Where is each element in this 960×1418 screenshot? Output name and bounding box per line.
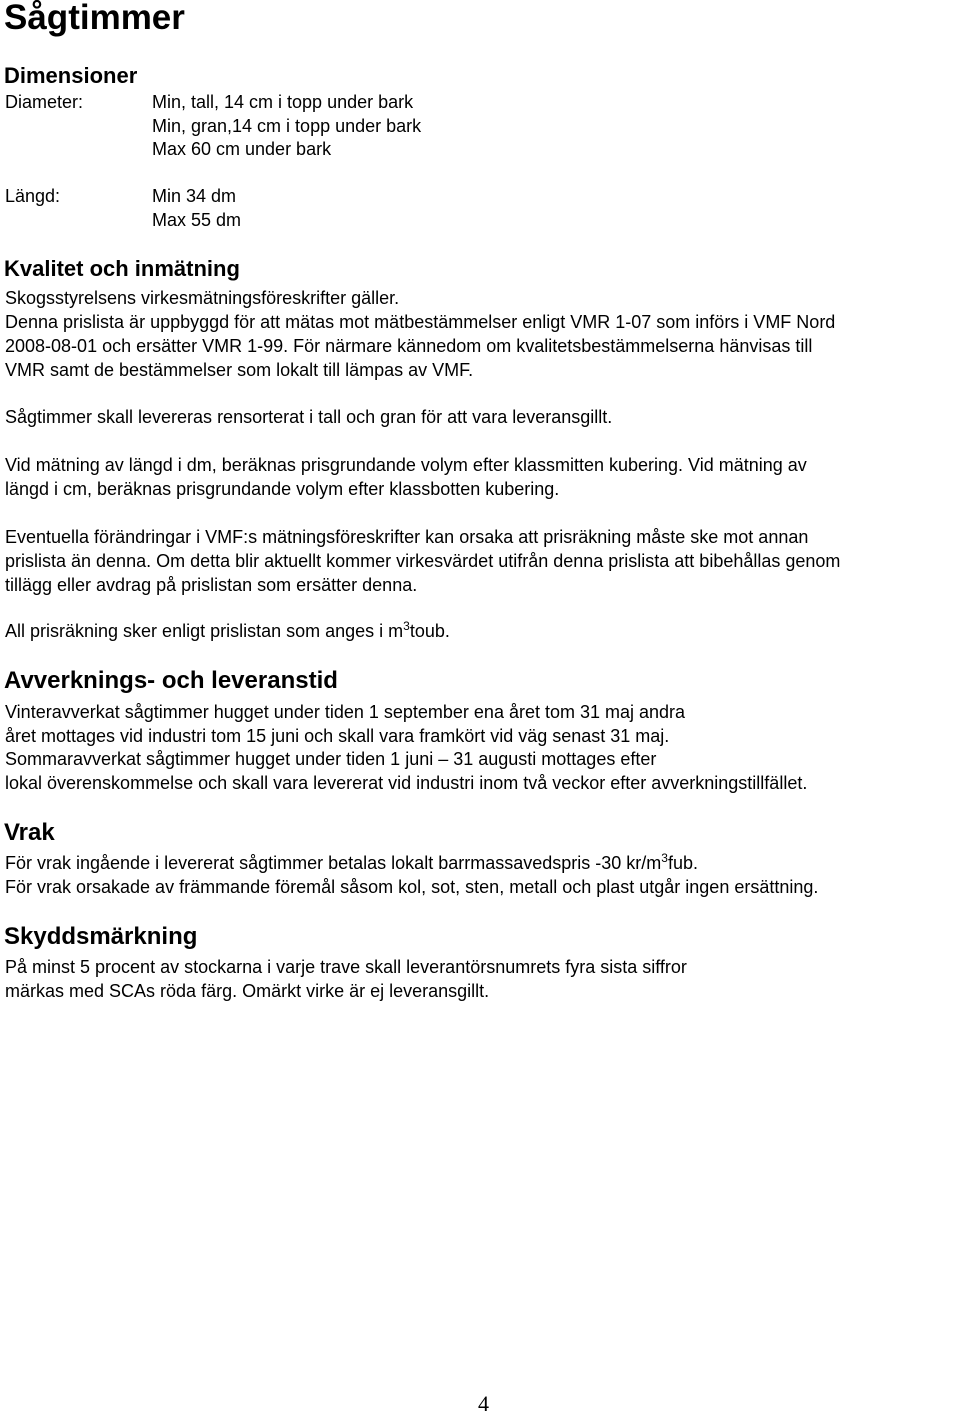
protection-line: märkas med SCAs röda färg. Omärkt virke är ej leveransgillt.	[5, 981, 490, 1001]
changes-paragraph-line: Eventuella förändringar i VMF:s mätningsföreskrifter kan orsaka att prisräkning måste ske mot annan	[5, 527, 809, 547]
quality-paragraph-line: Denna prislista är uppbyggd för att mätas mot mätbestämmelser enligt VMR 1-07 som införs i VMF Nord	[5, 312, 836, 332]
diameter-value: Min, tall, 14 cm i topp under bark	[152, 92, 414, 112]
sorting-paragraph: Sågtimmer skall levereras rensorterat i tall och gran för att vara leveransgillt.	[5, 407, 613, 427]
felling-line: Vinteravverkat sågtimmer hugget under tiden 1 september ena året tom 31 maj andra	[5, 702, 686, 722]
felling-line: Sommaravverkat sågtimmer hugget under tiden 1 juni – 31 augusti mottages efter	[5, 749, 657, 769]
measurement-paragraph-line: längd i cm, beräknas prisgrundande volym efter klassbotten kubering.	[5, 479, 560, 499]
reject-heading: Vrak	[4, 819, 55, 846]
page-title: Sågtimmer	[4, 0, 185, 37]
quality-paragraph-line: VMR samt de bestämmelser som lokalt till lämpas av VMF.	[5, 360, 474, 380]
protection-line: På minst 5 procent av stockarna i varje trave skall leverantörsnumrets fyra sista siffror	[5, 957, 687, 977]
dimensions-heading: Dimensioner	[4, 63, 138, 88]
reject-text: För vrak ingående i levererat sågtimmer betalas lokalt barrmassavedspris -30 kr/m	[5, 853, 662, 873]
page-number: 4	[478, 1391, 489, 1416]
diameter-value: Max 60 cm under bark	[152, 139, 332, 159]
pricing-text-end: toub.	[409, 621, 450, 641]
diameter-label: Diameter:	[5, 92, 84, 112]
reject-line: För vrak orsakade av främmande föremål såsom kol, sot, sten, metall och plast utgår ingen ersättning.	[5, 877, 819, 897]
length-label: Längd:	[5, 186, 61, 206]
length-value: Min 34 dm	[152, 186, 237, 206]
quality-paragraph: Skogsstyrelsens virkesmätningsföreskrifter gäller.	[5, 288, 400, 308]
changes-paragraph-line: prislista än denna. Om detta blir aktuellt kommer virkesvärdet utifrån denna prislista att bibehållas genom	[5, 551, 841, 571]
felling-line: lokal överenskommelse och skall vara levererat vid industri inom två veckor efter avverkningstillfället.	[5, 773, 808, 793]
felling-line: året mottages vid industri tom 15 juni och skall vara framkört vid väg senast 31 maj.	[5, 726, 670, 746]
reject-line	[5, 851, 698, 875]
measurement-paragraph-line: Vid mätning av längd i dm, beräknas prisgrundande volym efter klassmitten kubering. Vid mätning av	[5, 455, 807, 475]
pricing-text: All prisräkning sker enligt prislistan som anges i m	[5, 621, 404, 641]
quality-paragraph-line: 2008-08-01 och ersätter VMR 1-99. För närmare kännedom om kvalitetsbestämmelserna hänvisas till	[5, 336, 813, 356]
changes-paragraph-line: tillägg eller avdrag på prislistan som ersätter denna.	[5, 575, 418, 595]
felling-heading: Avverknings- och leveranstid	[4, 667, 338, 694]
diameter-value: Min, gran,14 cm i topp under bark	[152, 116, 422, 136]
reject-text-end: fub.	[667, 853, 698, 873]
quality-heading: Kvalitet och inmätning	[4, 256, 240, 281]
protection-heading: Skyddsmärkning	[4, 923, 198, 950]
length-value: Max 55 dm	[152, 210, 242, 230]
unit-superscript: 3	[661, 851, 668, 865]
unit-superscript: 3	[403, 619, 410, 633]
pricing-paragraph	[5, 619, 450, 643]
